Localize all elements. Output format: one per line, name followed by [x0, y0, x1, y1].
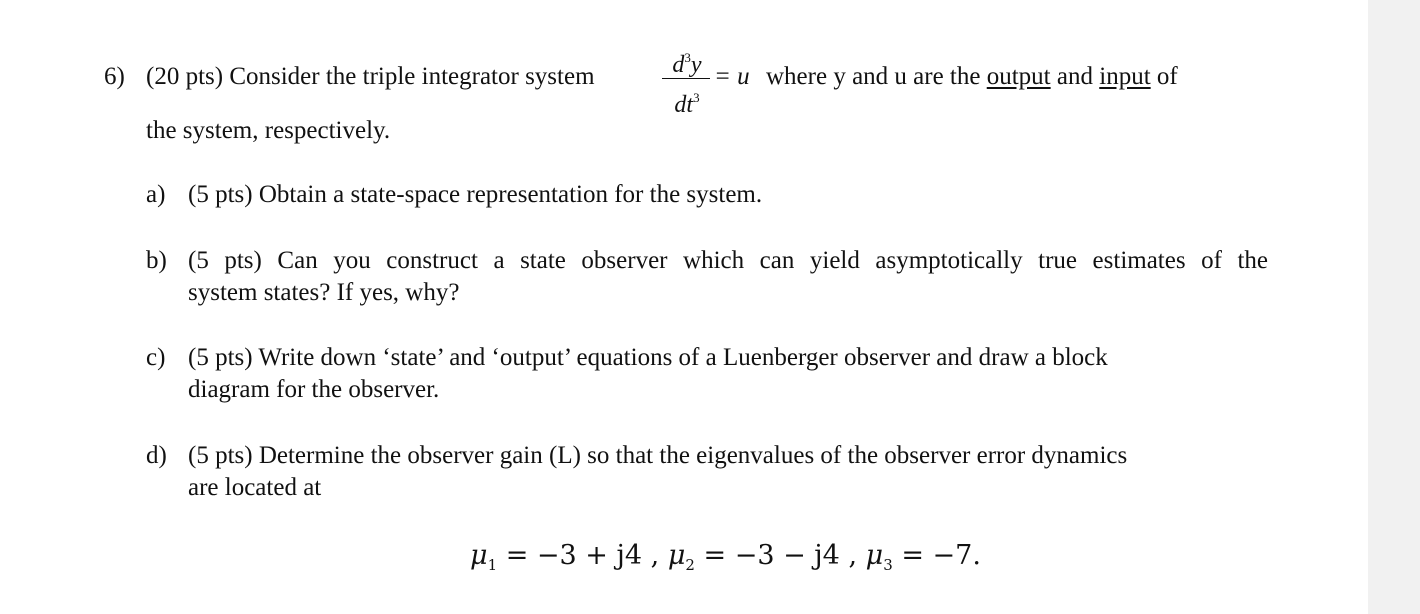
- part-c-text: Write down ‘state’ and ‘output’ equations of a Luenberger observer and draw a block: [258, 344, 1108, 371]
- mu2-value: = −3 − j4 ,: [703, 540, 858, 571]
- problem-intro-line1-tail: [766, 62, 1178, 92]
- mu1-symbol: μ: [470, 540, 488, 571]
- part-b-line2: system states? If yes, why?: [188, 279, 460, 306]
- and-word: and: [1056, 63, 1093, 90]
- problem-intro-line1: [146, 62, 595, 92]
- part-d-label: d): [146, 442, 167, 469]
- part-d-text: Determine the observer gain (L) so that the eigenvalues of the observer error dynamics: [258, 442, 1128, 469]
- part-a-line1: [188, 180, 762, 210]
- part-b-label: b): [146, 247, 167, 274]
- mu1-value: = −3 + j4 ,: [505, 540, 660, 571]
- part-b-line1: [188, 246, 1268, 276]
- part-c-line1: [188, 343, 1268, 373]
- scroll-gutter: [1368, 0, 1420, 614]
- eq-rhs: = u: [714, 63, 750, 90]
- eq-numerator: $d^3y$: [672, 50, 702, 78]
- mu3-value: = −7.: [901, 540, 981, 571]
- problem-points: (20 pts): [146, 63, 224, 90]
- mu3-subscript: 3: [883, 556, 893, 574]
- part-a-text: Obtain a state-space representation for the system.: [258, 181, 763, 208]
- part-c-points: (5 pts): [188, 344, 253, 371]
- mu3-symbol: μ: [865, 540, 884, 571]
- problem-number: 6): [104, 63, 125, 90]
- part-b-points: (5 pts): [188, 247, 262, 274]
- fraction-bar: [662, 78, 710, 79]
- problem-intro-text: Consider the triple integrator system: [229, 63, 595, 90]
- eigenvalue-equation: [470, 540, 981, 574]
- differential-equation-fraction: [660, 44, 712, 120]
- part-a-points: (5 pts): [188, 181, 253, 208]
- part-d-points: (5 pts): [188, 442, 253, 469]
- mu1-subscript: 1: [487, 556, 498, 574]
- part-b-text: Can you construct a state observer which can yield asymptotically true estimates of the: [277, 247, 1269, 274]
- mu2-subscript: 2: [685, 556, 695, 574]
- mu2-symbol: μ: [667, 540, 686, 571]
- output-word: output: [986, 63, 1051, 90]
- intro-after-eq: where y and u are the: [766, 63, 981, 90]
- eq-denominator: $dt^3$: [674, 90, 700, 118]
- part-c-line2: diagram for the observer.: [188, 376, 440, 403]
- part-c-label: c): [146, 344, 166, 371]
- part-d-line1: [188, 441, 1268, 471]
- part-a-label: a): [146, 181, 166, 208]
- problem-intro-line2: the system, respectively.: [146, 117, 391, 144]
- input-word: input: [1099, 63, 1151, 90]
- part-d-line2: are located at: [188, 474, 322, 501]
- of-word: of: [1156, 63, 1178, 90]
